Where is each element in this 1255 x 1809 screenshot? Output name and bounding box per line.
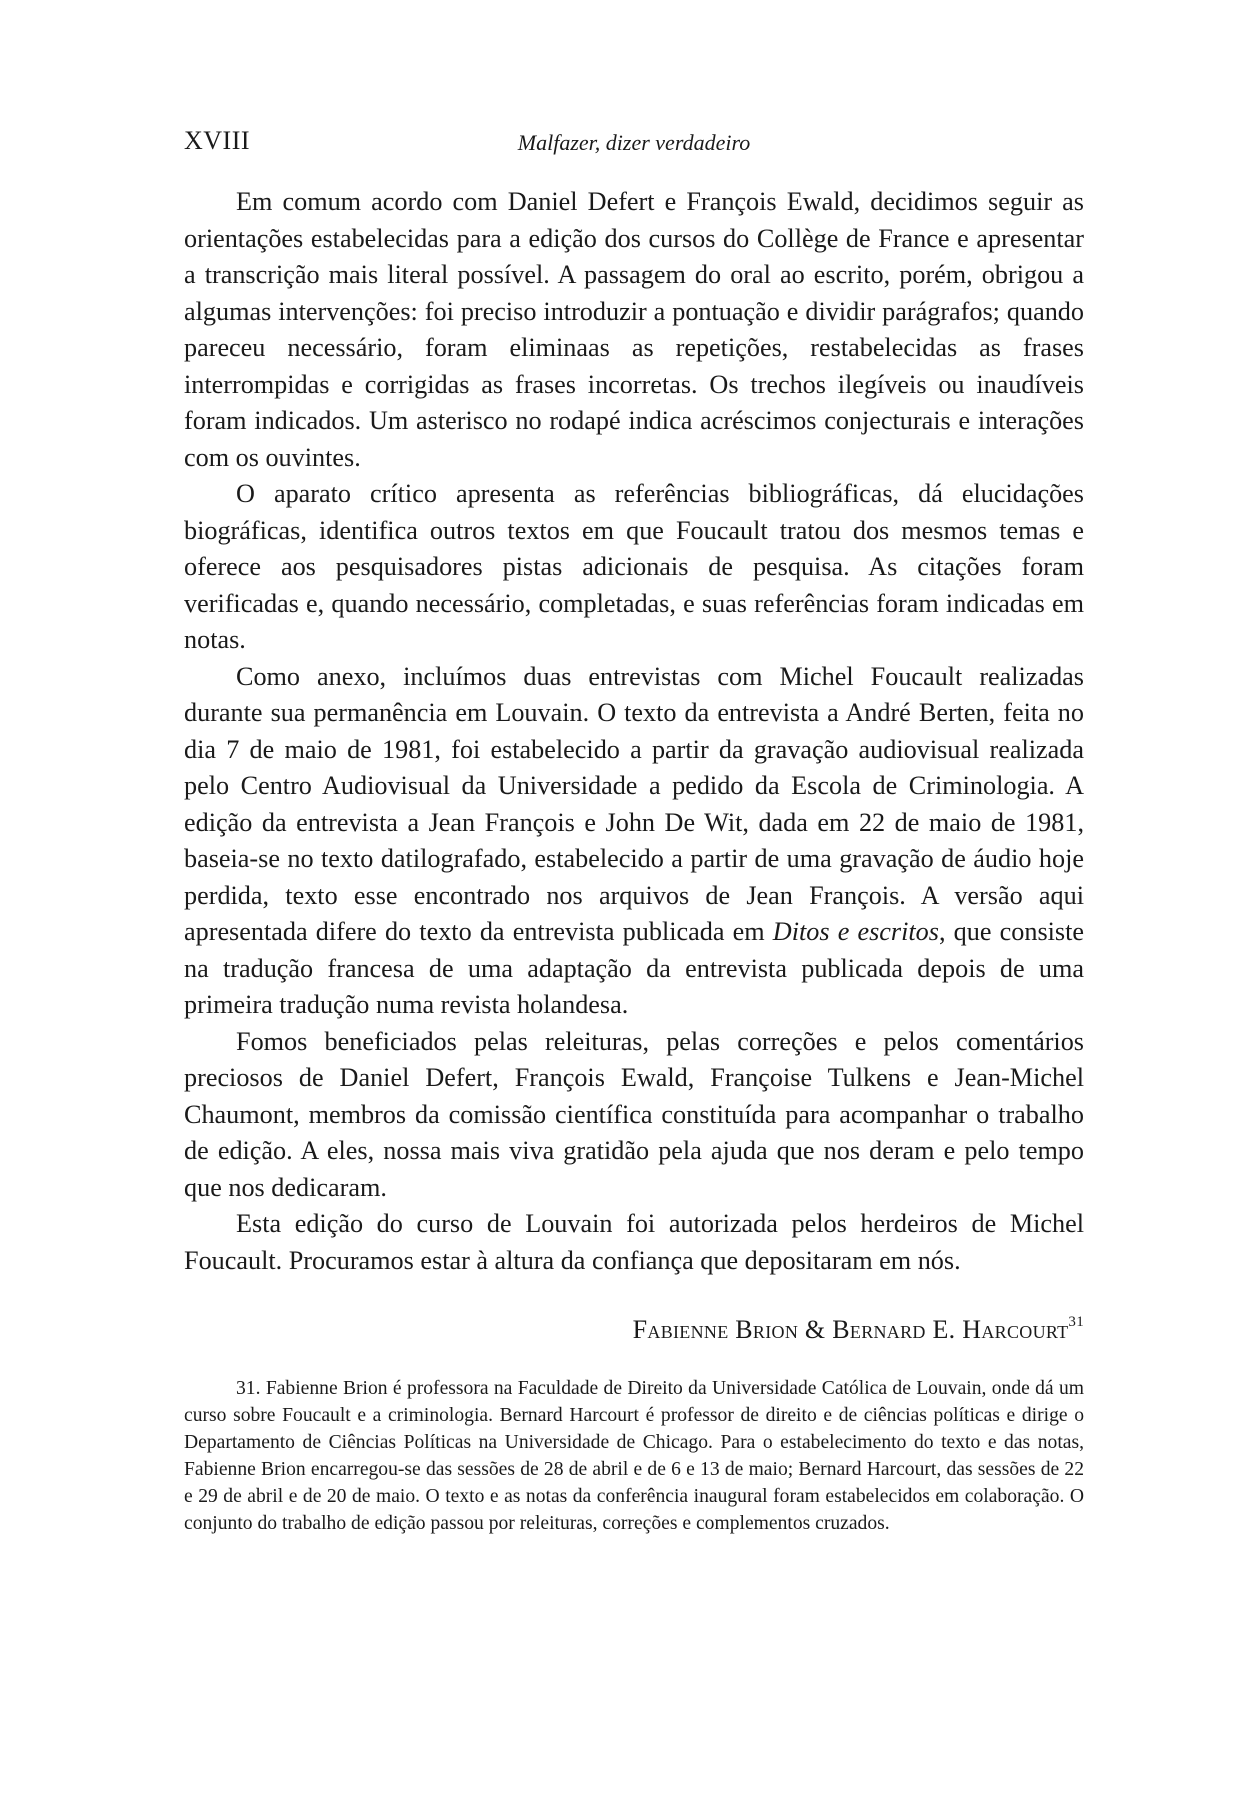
paragraph-critical-apparatus: O aparato crítico apresenta as referências bibliográficas, dá elucidações biográficas, identifica outros textos em que Foucault tratou dos mesmos temas e oferece aos pesquisadores pistas adicionais de pesquisa. As citações foram verificadas e, quando necessário, completadas, e suas referências foram indicadas em notas. (184, 479, 1084, 654)
footnote-reference: 31 (1068, 1314, 1084, 1331)
book-page (184, 118, 1084, 1537)
running-title: Malfazer, dizer verdadeiro (517, 130, 751, 155)
signature-names: Fabienne Brion & Bernard E. Harcourt (632, 1315, 1069, 1344)
annex-text-end: , que consiste na tradução francesa de uma adaptação da entrevista publicada depois de uma primeira tradução numa revista holandesa. (184, 917, 1084, 1019)
paragraph-authorization: Esta edição do curso de Louvain foi autorizada pelos herdeiros de Michel Foucault. Procuramos estar à altura da confiança que depositaram em nós. (184, 1209, 1084, 1275)
page-number: XVIII (184, 126, 251, 155)
paragraph-annex (184, 659, 1084, 1024)
footnote-text: 31. Fabienne Brion é professora na Faculdade de Direito da Universidade Católica de Louvain, onde dá um curso sobre Foucault e a criminologia. Bernard Harcourt é professor de direito e de ciências políticas e dirige o Departamento de Ciências Políticas na Universidade de Chicago. Para o estabelecimento do texto e das notas, Fabienne Brion encarregou-se das sessões de 28 de abril e de 6 e 13 de maio; Bernard Harcourt, das sessões de 22 e 29 de abril e de 20 de maio. O texto e as notas da conferência inaugural foram estabelecidos em colaboração. O conjunto do trabalho de edição passou por releituras, correções e complementos cruzados. (184, 1378, 1084, 1534)
annex-text-start: Como anexo, incluímos duas entrevistas com Michel Foucault realizadas durante sua permanência em Louvain. O texto da entrevista a André Berten, feita no dia 7 de maio de 1981, foi estabelecido a partir da gravação audiovisual realizada pelo Centro Audiovisual da Universidade a pedido da Escola de Criminologia. A edição da entrevista a Jean François e John De Wit, dada em 22 de maio de 1981, baseia-se no texto datilografado, estabelecido a partir de uma gravação de áudio hoje perdida, texto esse encontrado nos arquivos de Jean François. A versão aqui apresentada difere do texto da entrevista publicada em (184, 661, 1084, 946)
paragraph-acknowledgments: Fomos beneficiados pelas releituras, pelas correções e pelos comentários preciosos de Daniel Defert, François Ewald, Françoise Tulkens e Jean-Michel Chaumont, membros da comissão científica constituída para acompanhar o trabalho de edição. A eles, nossa mais viva gratidão pela ajuda que nos deram e pelo tempo que nos dedicaram. (184, 1026, 1084, 1202)
paragraph-editorial-method: Em comum acordo com Daniel Defert e François Ewald, decidimos seguir as orientações estabelecidas para a edição dos cursos do Collège de France e apresentar a transcrição mais literal possível. A passagem do oral ao escrito, porém, obrigou a algumas intervenções: foi preciso introduzir a pontuação e dividir parágrafos; quando pareceu necessário, foram eliminaas as repetições, restabelecidas as frases interrompidas e corrigidas as frases incorretas. Os trechos ilegíveis ou inaudíveis foram indicados. Um asterisco no rodapé indica acréscimos conjecturais e interações com os ouvintes. (184, 187, 1084, 472)
body-text (184, 184, 1084, 1279)
signature (184, 1315, 1084, 1345)
annex-book-title: Ditos e escritos (772, 917, 939, 946)
footnote (184, 1375, 1084, 1537)
running-head (184, 118, 1084, 158)
